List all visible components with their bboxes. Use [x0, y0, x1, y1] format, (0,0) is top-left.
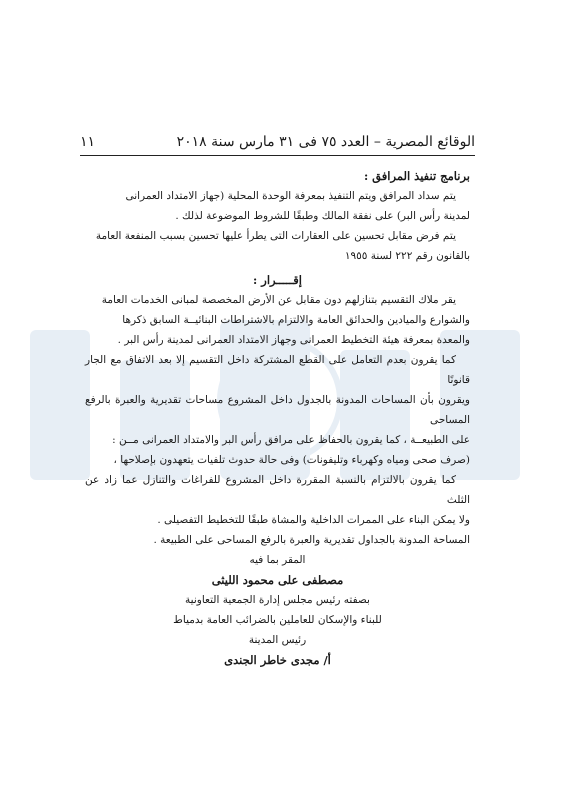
paragraph: المساحة المدونة بالجداول تقديرية والعبرة بالرفع المساحى على الطبيعة . — [153, 534, 470, 546]
paragraph: لمدينة رأس البر) على نفقة المالك وطبقًا للشروط الموضوعة لذلك . — [175, 210, 470, 222]
paragraph: والمعدة بمعرفة هيئة التخطيط العمرانى وجهاز الامتداد العمرانى لمدينة رأس البر . — [117, 334, 470, 346]
paragraph: بالقانون رقم ٢٢٢ لسنة ١٩٥٥ — [344, 250, 470, 262]
paragraph: كما يقرون بالالتزام بالنسبة المقررة داخل المشروع للفراغات والتنازل عما زاد عن الثلث — [85, 474, 470, 506]
signature-label: المقر بما فيه — [249, 554, 306, 566]
paragraph: يتم فرض مقابل تحسين على العقارات التى يطرأ عليها تحسين بسبب المنفعة العامة — [95, 230, 456, 242]
signatory-role: بصفته رئيس مجلس إدارة الجمعية التعاونية — [185, 594, 370, 606]
facilities-heading: برنامج تنفيذ المرافق : — [363, 169, 470, 183]
city-head-name: أ/ مجدى خاطر الجندى — [224, 653, 331, 667]
paragraph: ولا يمكن البناء على الممرات الداخلية والمشاة طبقًا للتخطيط التفصيلى . — [157, 514, 470, 526]
paragraph: يقر ملاك التقسيم بتنازلهم دون مقابل عن الأرض المخصصة لمبانى الخدمات العامة — [101, 294, 456, 306]
paragraph: والشوارع والميادين والحدائق العامة والالتزام بالاشتراطات البنائيــة السابق ذكرها — [122, 314, 470, 326]
paragraph: كما يقرون بعدم التعامل على القطع المشتركة داخل التقسيم إلا بعد الاتفاق مع الجار قانونًا — [85, 354, 470, 386]
document-body — [85, 166, 470, 670]
paragraph: ويقرون بأن المساحات المدونة بالجدول داخل المشروع مساحات تقديرية والعبرة بالرفع المساحى — [85, 394, 470, 426]
page-header — [80, 132, 475, 152]
signatory-role: للبناء والإسكان للعاملين بالضرائب العامة بدمياط — [173, 614, 382, 626]
header-title: الوقائع المصرية – العدد ٧٥ فى ٣١ مارس سنة ٢٠١٨ — [176, 134, 475, 150]
page-number: ١١ — [80, 134, 96, 150]
signatory-name: مصطفى على محمود الليثى — [211, 573, 344, 587]
declaration-heading: إقـــــرار : — [253, 273, 302, 287]
city-head-title: رئيس المدينة — [248, 634, 307, 646]
paragraph: (صرف صحى ومياه وكهرباء وتليفونات) وفى حالة حدوث تلفيات يتعهدون بإصلاحها ، — [113, 454, 470, 466]
header-divider — [80, 155, 475, 156]
paragraph: يتم سداد المرافق ويتم التنفيذ بمعرفة الوحدة المحلية (جهاز الامتداد العمرانى — [125, 190, 456, 202]
paragraph: على الطبيعــة ، كما يقرون بالحفاظ على مرافق رأس البر والامتداد العمرانى مــن : — [112, 434, 470, 446]
